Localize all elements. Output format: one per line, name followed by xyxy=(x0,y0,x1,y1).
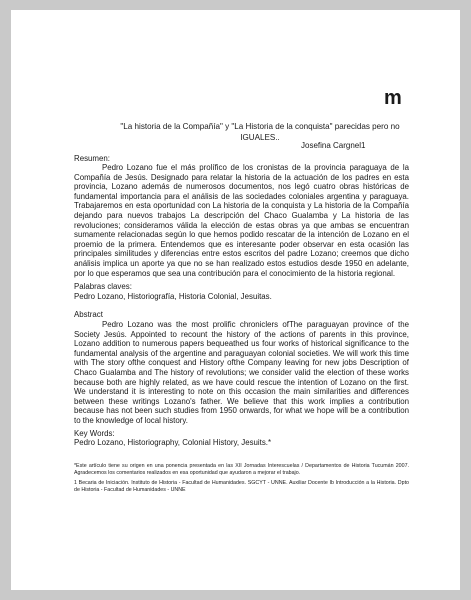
header-mark: m xyxy=(384,87,402,109)
footnote: 1 Becaria de Iniciación. Instituto de Historia - Facultad de Humanidades. SGCYT - UNNE. Auxiliar Docente Ib Introducción a la Historia. Dpto de Historia - Facultad de Humanidades - UNNE xyxy=(74,480,409,493)
keywords-body: Pedro Lozano, Historiography, Colonial History, Jesuits.* xyxy=(74,438,272,447)
keywords-heading: Key Words: xyxy=(74,429,115,438)
resumen-body: Pedro Lozano fue el más prolífico de los cronistas de la provincia paraguaya de la Compañía de Jesús. Designado para relatar la historia de la actuación de los padres en esta provincia, Lozano además de numerosos documentos, nos legó cuatro obras históricas de fundamental importancia para el análisis de las sociedades coloniales argentina y paraguaya. Trabajaremos en esta oportunidad con La historia de la conquista y La historia de la Compañía dejando para nuevos trabajos La descripción del Chaco Gualamba y La historia de las revoluciones; consideramos válida la elección de estas obras ya que ambas se encuentran sumamente relacionadas según lo que hemos podido rescatar de la intención de Lozano en el proemio de la primera. Entendemos que es interesante poder observar en esta ocasión las principales similitudes y diferencias entre estos escritos del padre Lozano; creemos que dicho análisis implica un aporte ya que no se han realizado estos estudios desde 1950 en adelante, por lo que esperamos que sea una contribución para el conocimiento de la historia regional. xyxy=(74,163,409,278)
footnote: *Este artículo tiene su origen en una ponencia presentada en las XII Jornadas Interescuelas / Departamentos de Historia Tucumán 2007. Agradecemos los comentarios realizados en esa oportunidad que ayudaron a mejorar el trabajo. xyxy=(74,463,409,476)
palabras-heading: Palabras claves: xyxy=(74,282,132,291)
article-title: "La historia de la Compañía" y "La Historia de la conquista" parecidas pero no IGUALES.. xyxy=(120,122,400,142)
article-author: Josefina Cargnel1 xyxy=(301,141,366,150)
abstract-body: Pedro Lozano was the most prolific chroniclers ofThe paraguayan province of the Society Jesús. Appointed to recount the history of the actions of parents in this province, Lozano addition to numerous papers bequeathed us four works of historical significance to the fundamental analysis of the argentine and paraguayan colonial societies. We will work this time with The story ofthe conquest and History ofthe Company leaving for new jobs Description of Chaco Gualamba and The history of revolutions; we consider valid the election of these works because both are highly related, as we have could rescue the intention of Lozano on the first. We understand it is interesting to note on this occasion the main similarities and differences between these writings Lozano's father. We believe that this work implies a contribution because has not been such studies from 1950 onwards, for what we hope will be a contribution to the knowledge of local history. xyxy=(74,320,409,425)
abstract-heading: Abstract xyxy=(74,310,103,319)
resumen-heading: Resumen: xyxy=(74,154,110,163)
footnotes xyxy=(74,463,409,497)
palabras-body: Pedro Lozano, Historiografía, Historia Colonial, Jesuitas. xyxy=(74,292,272,301)
